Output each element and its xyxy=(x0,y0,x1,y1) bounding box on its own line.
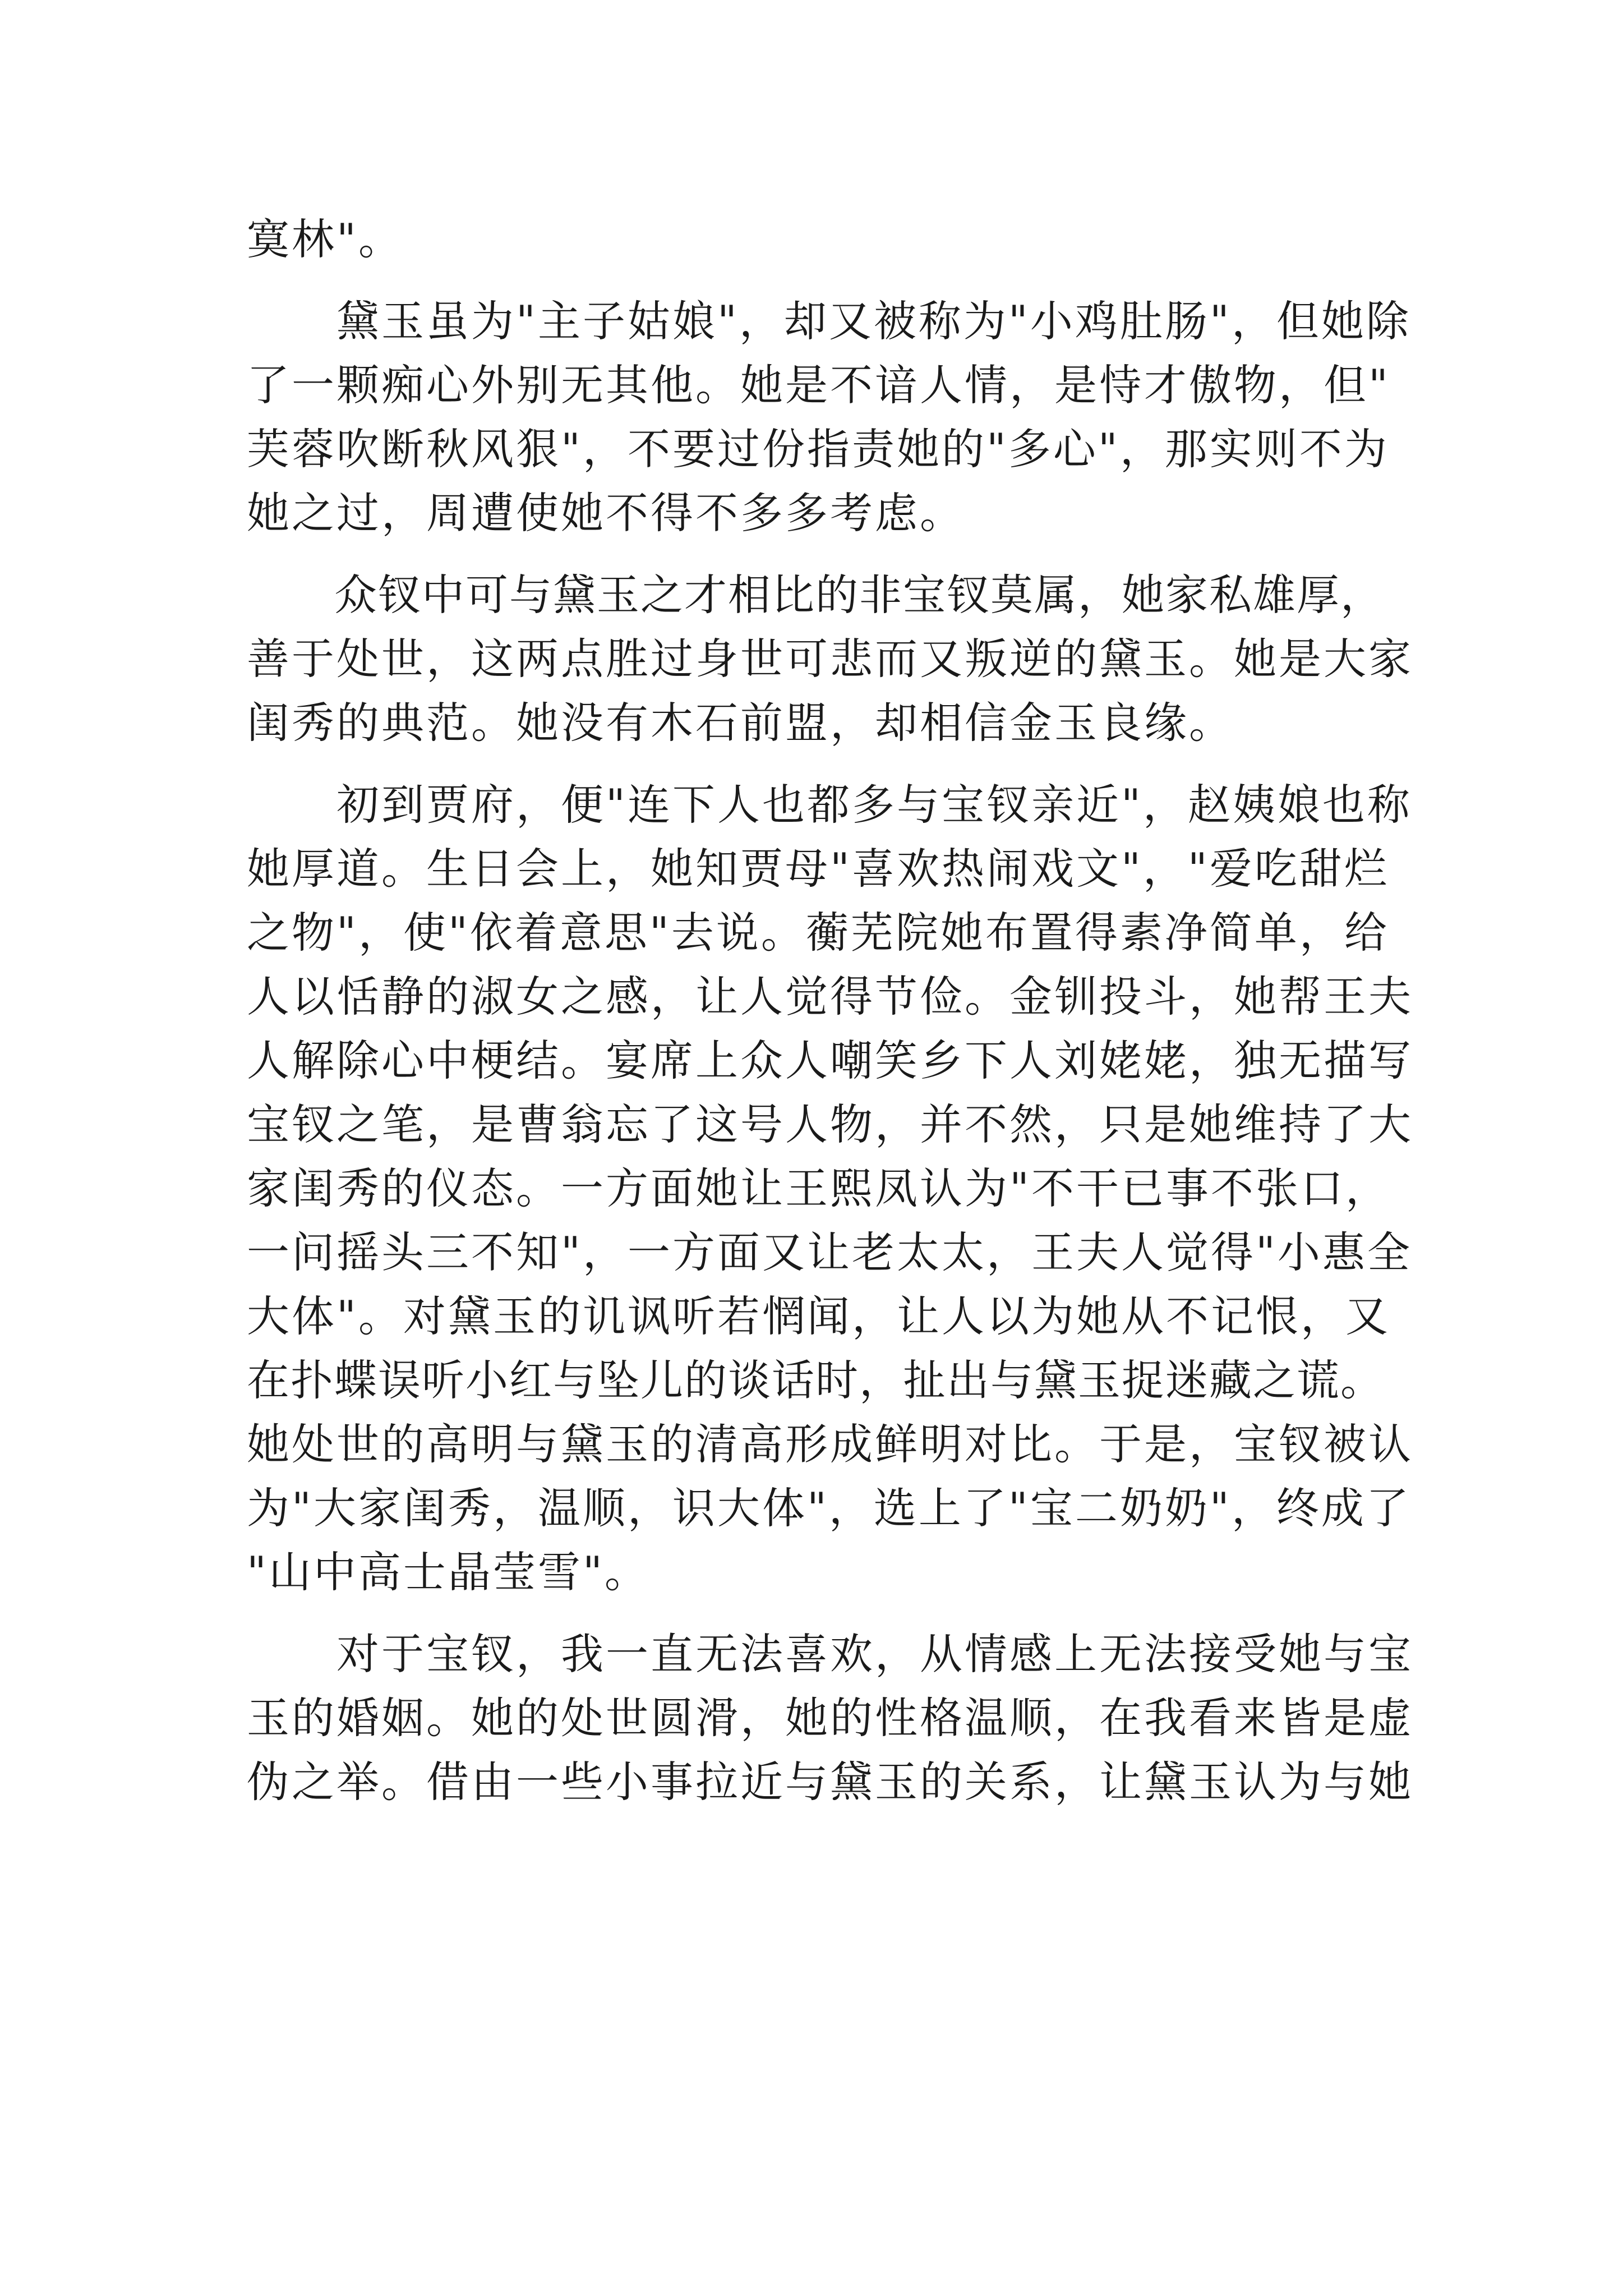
text-line: 一问摇头三不知"，一方面又让老太太，王夫人觉得"小惠全 xyxy=(247,1227,1412,1277)
text-line: 之物"，使"依着意思"去说。蘅芜院她布置得素净简单，给 xyxy=(247,908,1389,958)
paragraph xyxy=(247,208,1402,272)
text-line: 众钗中可与黛玉之才相比的非宝钗莫属，她家私雄厚， xyxy=(247,570,1384,620)
text-line: 黛玉虽为"主子姑娘"，却又被称为"小鸡肚肠"，但她除 xyxy=(247,296,1411,346)
text-line: 大体"。对黛玉的讥讽听若惘闻，让人以为她从不记恨，又 xyxy=(247,1291,1390,1341)
text-line: 对于宝钗，我一直无法喜欢，从情感上无法接受她与宝 xyxy=(247,1629,1413,1679)
text-line: 家闺秀的仪态。一方面她让王熙凤认为"不干已事不张口， xyxy=(247,1163,1390,1213)
text-line: 玉的婚姻。她的处世圆滑，她的性格温顺，在我看来皆是虚 xyxy=(247,1693,1413,1743)
text-line: 她厚道。生日会上，她知贾母"喜欢热闹戏文"，"爱吃甜烂 xyxy=(247,844,1389,894)
paragraph xyxy=(247,773,1413,1604)
paragraph xyxy=(247,289,1411,545)
text-line: 人以恬静的淑女之感，让人觉得节俭。金钏投斗，她帮王夫 xyxy=(247,972,1413,1022)
text-line: 在扑蝶误听小红与坠儿的谈话时，扯出与黛玉捉迷藏之谎。 xyxy=(247,1355,1384,1405)
text-line: 她处世的高明与黛玉的清高形成鲜明对比。于是，宝钗被认 xyxy=(247,1419,1413,1469)
text-line: 芙蓉吹断秋风狠"，不要过份指责她的"多心"，那实则不为 xyxy=(247,424,1389,474)
paragraph xyxy=(247,1622,1413,1814)
text-line: "山中高士晶莹雪"。 xyxy=(247,1547,649,1597)
text-line: 伪之举。借由一些小事拉近与黛玉的关系，让黛玉认为与她 xyxy=(247,1757,1413,1807)
text-line: 她之过，周遭使她不得不多多考虑。 xyxy=(247,488,965,538)
text-line: 善于处世，这两点胜过身世可悲而又叛逆的黛玉。她是大家 xyxy=(247,634,1413,684)
text-line: 闺秀的典范。她没有木石前盟，却相信金玉良缘。 xyxy=(247,698,1234,748)
body-text xyxy=(247,208,1413,1814)
text-line: 了一颗痴心外别无其他。她是不谙人情，是恃才傲物，但" xyxy=(247,360,1390,410)
text-line: 宝钗之笔，是曹翁忘了这号人物，并不然，只是她维持了大 xyxy=(247,1099,1413,1149)
text-line: 人解除心中梗结。宴席上众人嘲笑乡下人刘姥姥，独无描写 xyxy=(247,1036,1413,1085)
text-line: 为"大家闺秀，温顺，识大体"，选上了"宝二奶奶"，终成了 xyxy=(247,1483,1411,1533)
paragraph xyxy=(247,563,1413,755)
text-line: 寞林"。 xyxy=(247,214,403,264)
text-line: 初到贾府，便"连下人也都多与宝钗亲近"，赵姨娘也称 xyxy=(247,780,1412,830)
